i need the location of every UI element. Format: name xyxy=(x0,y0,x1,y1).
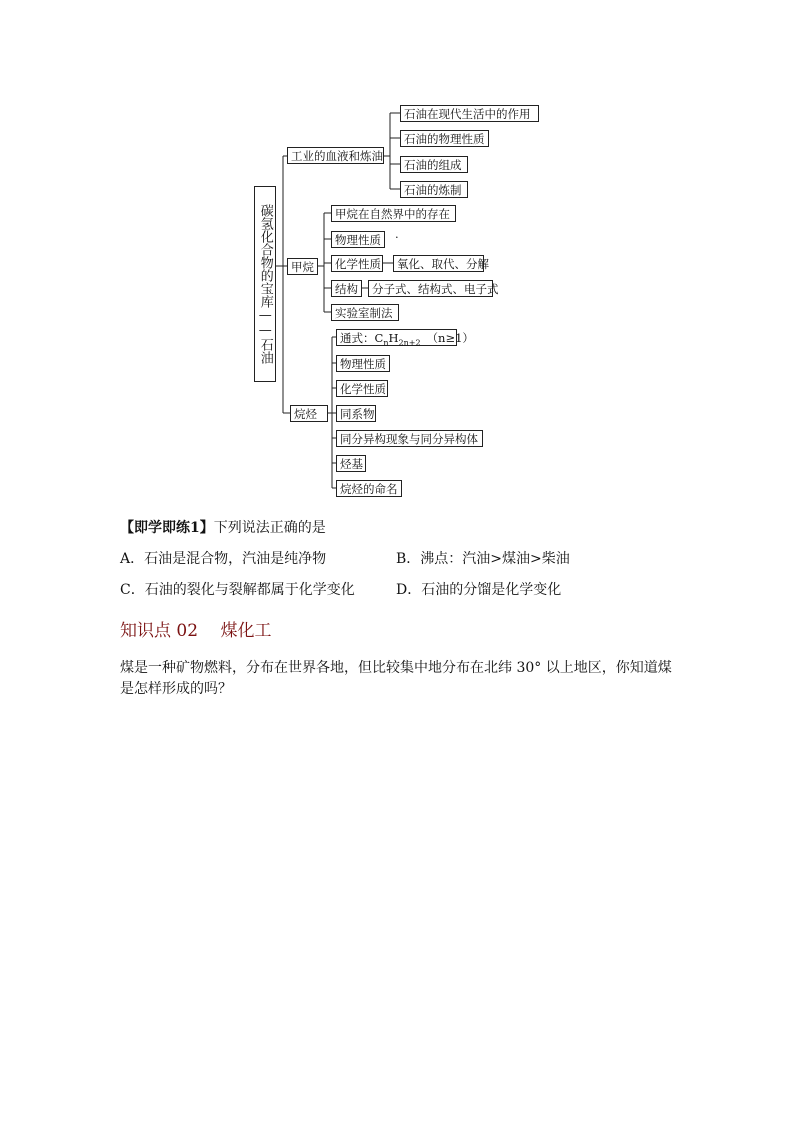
node-alkane-naming: 烷烃的命名 xyxy=(336,480,402,497)
exercise-bracket: 【即学即练1】 xyxy=(120,520,214,536)
node-alkane-formula xyxy=(336,329,474,348)
formula-n: n xyxy=(383,338,389,348)
node-petroleum-composition: 石油的组成 xyxy=(400,156,468,173)
node-methane-structure: 结构 xyxy=(331,280,362,297)
node-petroleum-role: 石油在现代生活中的作用 xyxy=(400,105,539,122)
branch-industry: 工业的血液和炼油 xyxy=(287,147,384,164)
section-heading: 知识点 02 煤化工 xyxy=(120,621,272,641)
node-methane-chemical: 化学性质 xyxy=(331,255,383,272)
node-methane-reactions: 氧化、取代、分解 xyxy=(393,255,484,272)
exercise-question-text: 下列说法正确的是 xyxy=(213,520,326,536)
section-paragraph: 煤是一种矿物燃料，分布在世界各地，但比较集中地分布在北纬 30° 以上地区，你知道煤是怎样形成的吗？ xyxy=(120,660,672,697)
node-hydrocarbyl: 烃基 xyxy=(336,455,366,472)
formula-sub: 2n+2 xyxy=(398,338,421,348)
node-methane-formulas: 分子式、结构式、电子式 xyxy=(368,280,493,297)
formula-h: H xyxy=(388,331,399,345)
node-methane-nature: 甲烷在自然界中的存在 xyxy=(331,205,456,222)
option-b: B．沸点：汽油>煤油>柴油 xyxy=(396,551,570,567)
diagram-root: 碳氢化合物的宝库——石油 xyxy=(254,186,276,382)
node-isomers: 同分异构现象与同分异构体 xyxy=(336,430,483,447)
branch-alkanes: 烷烃 xyxy=(290,405,328,422)
node-alkane-chemical: 化学性质 xyxy=(336,380,388,397)
node-petroleum-refining: 石油的炼制 xyxy=(400,181,468,198)
node-methane-lab: 实验室制法 xyxy=(331,304,399,321)
option-d: D．石油的分馏是化学变化 xyxy=(396,582,562,598)
node-dot: · xyxy=(395,230,399,244)
branch-methane: 甲烷 xyxy=(287,258,318,275)
node-homologs: 同系物 xyxy=(336,405,376,422)
node-alkane-physical: 物理性质 xyxy=(336,355,390,372)
option-a: A．石油是混合物，汽油是纯净物 xyxy=(120,551,327,567)
option-c: C．石油的裂化与裂解都属于化学变化 xyxy=(120,582,355,598)
exercise-question xyxy=(120,518,326,538)
formula-cond: （n≥1） xyxy=(426,331,474,345)
formula-prefix: 通式：C xyxy=(340,331,384,345)
node-petroleum-physical: 石油的物理性质 xyxy=(400,130,489,147)
node-methane-physical: 物理性质 xyxy=(331,231,385,248)
